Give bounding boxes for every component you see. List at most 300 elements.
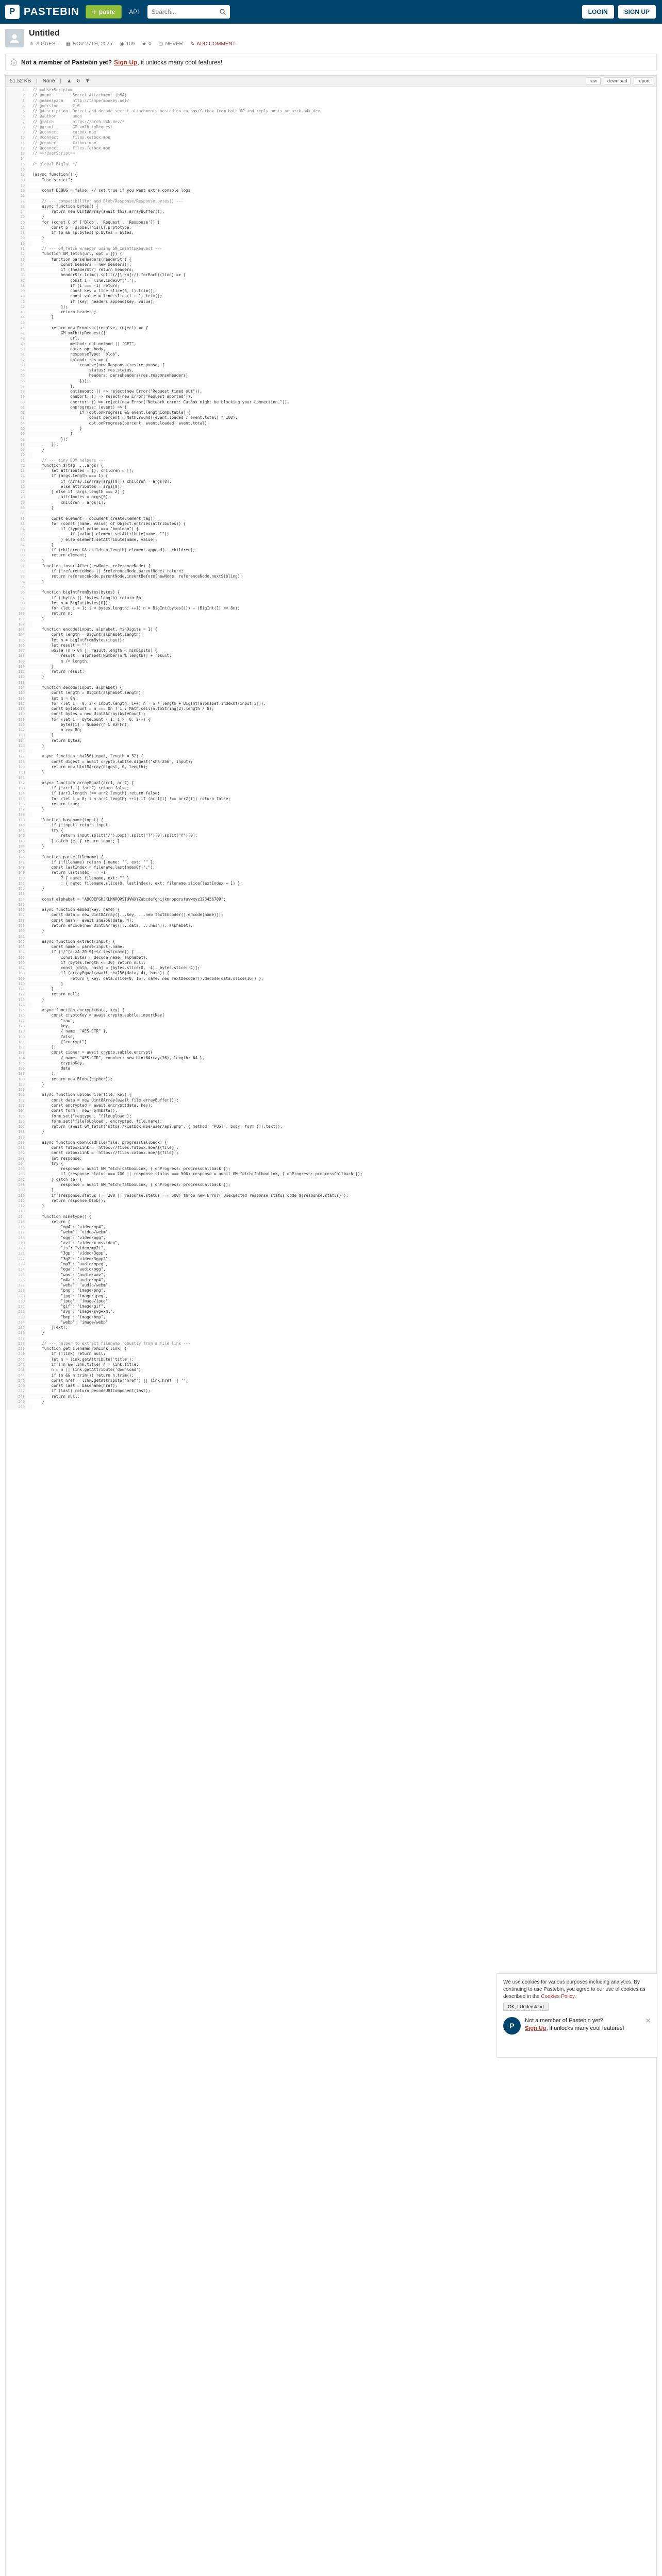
- line-number: 69: [6, 447, 28, 452]
- line-text: const last = basename(href);: [28, 1383, 118, 1388]
- code-line: [6, 294, 656, 299]
- line-number: 150: [6, 876, 28, 881]
- line-number: 76: [6, 484, 28, 489]
- line-text: }: [28, 1330, 44, 1335]
- search-icon[interactable]: [219, 8, 226, 15]
- code-line: [6, 1235, 656, 1241]
- code-line: [6, 1294, 656, 1299]
- code-line: [6, 992, 656, 997]
- code-line: [6, 489, 656, 495]
- promo-signup-link[interactable]: Sign Up: [525, 2025, 547, 2031]
- line-text: for (let i = 0; i < input.length; i++) n = n * length + BigInt(alphabet.indexOf(input[i]));: [32, 701, 266, 706]
- rating-meta: [142, 41, 152, 47]
- line-number: 183: [6, 1050, 28, 1055]
- line-text: return null;: [28, 1394, 79, 1399]
- line-text: headerStr.trim().split(/[\r\n]+/).forEach((line) => {: [28, 273, 186, 278]
- line-number: 196: [6, 1119, 28, 1124]
- code-line: [6, 664, 656, 669]
- code-line: [6, 934, 656, 939]
- expire-value: NEVER: [165, 41, 183, 47]
- code-line: [6, 1241, 656, 1246]
- line-text: "m4a": "audio/mp4",: [28, 1278, 106, 1283]
- line-text: [28, 680, 32, 685]
- code-line: [6, 796, 656, 802]
- code-line: [6, 1119, 656, 1124]
- line-text: false,: [28, 1035, 75, 1040]
- logo[interactable]: [5, 5, 79, 19]
- code-line: [6, 881, 656, 886]
- line-text: } catch (e) { return input; }: [32, 838, 120, 843]
- code-line: [6, 109, 656, 114]
- code-line: [6, 669, 656, 674]
- code-line: [6, 1341, 656, 1346]
- code-line: [6, 415, 656, 420]
- line-number: 125: [6, 743, 28, 749]
- line-number: 111: [6, 669, 28, 674]
- line-text: async function sha256(input, length = 32) {: [32, 754, 143, 759]
- code-line: [6, 262, 656, 267]
- code-line: [6, 188, 656, 193]
- close-icon[interactable]: ✕: [645, 2017, 651, 2024]
- line-text: }: [32, 1399, 44, 1404]
- line-text: [28, 749, 32, 754]
- line-text: [28, 320, 32, 326]
- syntax-label[interactable]: None: [42, 78, 55, 84]
- line-text: function bigIntFromBytes(bytes) {: [28, 590, 120, 595]
- code-line: [6, 1150, 656, 1156]
- code-line: [6, 1225, 656, 1230]
- code-line: [6, 495, 656, 500]
- code-line: [6, 1182, 656, 1188]
- code-line: [6, 310, 656, 315]
- line-number: 56: [6, 379, 28, 384]
- code-toolbar: [5, 75, 657, 87]
- code-line: [6, 759, 656, 765]
- code-line: [6, 151, 656, 156]
- line-text: if (bytes.length <= 36) return null;: [28, 960, 145, 965]
- code-line: [6, 1082, 656, 1087]
- line-number: 37: [6, 278, 28, 283]
- line-text: try {: [32, 828, 63, 833]
- toolbar-separator: |: [36, 78, 38, 84]
- code-line: [6, 114, 656, 119]
- code-line: [6, 320, 656, 326]
- line-text: [28, 241, 32, 246]
- line-number: 12: [6, 146, 28, 151]
- download-button[interactable]: download: [604, 77, 631, 84]
- code-line: [6, 659, 656, 664]
- signup-button[interactable]: SIGN UP: [618, 5, 656, 19]
- code-line: [6, 220, 656, 225]
- line-text: for (const [name, value] of Object.entries(attributes)) {: [32, 521, 186, 526]
- line-number: 57: [6, 384, 28, 389]
- code-line: [6, 1124, 656, 1129]
- line-text: return input.split("/").pop().split("?")[0].split("#")[0];: [28, 833, 197, 838]
- report-button[interactable]: report: [634, 77, 653, 84]
- line-text: response = await GM_fetch(fatboxLink, { onProgress: progressCallback });: [28, 1182, 230, 1188]
- line-number: 158: [6, 918, 28, 923]
- line-text: if (key) headers.append(key, value);: [32, 299, 155, 304]
- line-text: }: [32, 426, 82, 431]
- code-line: [6, 193, 656, 198]
- code-line: [6, 273, 656, 278]
- line-number: 174: [6, 1003, 28, 1008]
- line-number: 216: [6, 1225, 28, 1230]
- line-text: // @connect files.catbox.moe: [28, 135, 110, 140]
- line-text: /* global BigInt */: [32, 161, 77, 166]
- code-line: [6, 447, 656, 452]
- line-number: 250: [6, 1404, 28, 1410]
- line-text: function basename(input) {: [32, 817, 104, 822]
- code-line: [6, 1108, 656, 1113]
- line-number: 73: [6, 468, 28, 473]
- login-button[interactable]: LOGIN: [582, 5, 614, 19]
- line-text: }: [32, 1081, 44, 1087]
- code-line: [6, 585, 656, 590]
- line-text: // ==UserScript==: [32, 88, 73, 92]
- line-text: "ts": "video/mp2t",: [28, 1246, 106, 1251]
- cookie-ok-button[interactable]: OK, I Understand: [503, 2003, 549, 2011]
- line-text: });: [28, 304, 68, 310]
- line-text: if (!n && link.title) n = link.title;: [28, 1362, 139, 1367]
- clock-icon: ◷: [158, 41, 163, 47]
- line-number: 94: [6, 580, 28, 585]
- line-text: [28, 902, 32, 907]
- line-text: if (!referenceNode || !referenceNode.parentNode) return;: [28, 569, 184, 574]
- code-line: [6, 1103, 656, 1108]
- line-number: 209: [6, 1188, 28, 1193]
- line-text: const cryptoKey = await crypto.subtle.importKey(: [28, 1013, 164, 1018]
- line-text: ["encrypt"]: [32, 1039, 87, 1044]
- line-text: function parseHeaders(headerStr) {: [32, 257, 132, 262]
- code-line: [6, 802, 656, 807]
- banner-signup-link[interactable]: Sign Up: [114, 59, 138, 66]
- line-number: 163: [6, 944, 28, 950]
- line-text: attributes = args[0];: [28, 495, 110, 500]
- line-text: // --- helper to extract filename robustly from a file link ---: [28, 1341, 190, 1346]
- line-number: 88: [6, 548, 28, 553]
- code-line: [6, 199, 656, 204]
- line-text: return true;: [28, 802, 79, 807]
- line-number: 82: [6, 516, 28, 521]
- line-number: 78: [6, 495, 28, 500]
- line-text: opt.onProgress(percent, event.loaded, event.total);: [28, 421, 209, 426]
- code-line: [6, 342, 656, 347]
- code-line: [6, 553, 656, 558]
- code-line: [6, 1219, 656, 1225]
- code-line: [6, 104, 656, 109]
- code-line: [6, 1071, 656, 1076]
- line-number: 32: [6, 251, 28, 257]
- code-line: [6, 384, 656, 389]
- line-number: 44: [6, 315, 28, 320]
- code-line: [6, 505, 656, 511]
- promo-rest: , it unlocks many cool features!: [546, 2025, 624, 2031]
- line-text: function getFilenameFromLink(link) {: [32, 1346, 127, 1351]
- line-number: 190: [6, 1087, 28, 1092]
- line-number: 41: [6, 299, 28, 304]
- line-number: 115: [6, 690, 28, 696]
- line-text: [28, 812, 32, 817]
- line-text: "webm": "video/webm",: [32, 1230, 110, 1235]
- line-number: 28: [6, 230, 28, 235]
- code-line: [6, 267, 656, 273]
- line-text: if (i === -1) return;: [28, 283, 120, 289]
- line-number: 54: [6, 368, 28, 373]
- line-text: [28, 1087, 32, 1092]
- line-number: 246: [6, 1383, 28, 1388]
- code-line: [6, 749, 656, 754]
- code-line: [6, 1066, 656, 1071]
- line-text: function GM_fetch(url, opt = {}) {: [28, 251, 122, 257]
- line-text: } catch (e) {: [32, 1177, 82, 1182]
- line-text: "ogg": "video/ogg",: [28, 1235, 106, 1241]
- line-text: ontimeout: () => reject(new Error("Request timed out")),: [28, 389, 202, 394]
- line-text: return {: [32, 1219, 71, 1224]
- line-text: children = args[1];: [32, 500, 106, 505]
- line-number: 11: [6, 141, 28, 146]
- line-text: const cipher = await crypto.subtle.encrypt(: [32, 1050, 153, 1055]
- code-line: [6, 1172, 656, 1177]
- line-number: 153: [6, 891, 28, 896]
- line-text: method: opt.method || "GET",: [32, 341, 137, 346]
- line-text: return bytes;: [28, 738, 82, 743]
- raw-button[interactable]: raw: [586, 77, 601, 84]
- code-line: [6, 400, 656, 405]
- code-line: [6, 479, 656, 484]
- line-text: if (children && children.length) element.append(...children);: [28, 548, 195, 553]
- code-line: [6, 225, 656, 230]
- line-text: [28, 1003, 32, 1008]
- code-line: [6, 1246, 656, 1251]
- line-text: { name: "AES-CTR", counter: new Uint8Array(16), length: 64 },: [28, 1056, 205, 1061]
- line-number: 215: [6, 1219, 28, 1225]
- line-number: 108: [6, 653, 28, 658]
- line-text: }: [28, 1204, 44, 1209]
- code-line: [6, 987, 656, 992]
- line-text: let attributes = {}, children = [];: [32, 468, 134, 473]
- code-line: [6, 606, 656, 611]
- code-line: [6, 1166, 656, 1172]
- code-line: [6, 965, 656, 971]
- line-number: 146: [6, 855, 28, 860]
- line-number: 212: [6, 1204, 28, 1209]
- code-line: [6, 1320, 656, 1325]
- line-text: "raw",: [32, 1018, 75, 1023]
- line-number: 219: [6, 1241, 28, 1246]
- line-text: "weba": "audio/webm",: [32, 1283, 110, 1288]
- code-line: [6, 743, 656, 749]
- line-number: 66: [6, 431, 28, 436]
- search-box: [139, 5, 230, 19]
- line-text: data: [28, 1066, 70, 1071]
- code-line: [6, 643, 656, 648]
- line-text: return null;: [28, 992, 79, 997]
- paste-info: [5, 29, 236, 49]
- line-number: 180: [6, 1035, 28, 1040]
- line-number: 176: [6, 1013, 28, 1018]
- line-number: 31: [6, 246, 28, 251]
- line-number: 151: [6, 881, 28, 886]
- line-text: return referenceNode.parentNode.insertBefore(newNode, referenceNode.nextSibling);: [32, 574, 242, 579]
- line-text: [28, 167, 32, 172]
- code-line: [6, 897, 656, 902]
- line-text: if (opt.onProgress && event.lengthComputable) {: [28, 410, 190, 415]
- line-number: 127: [6, 754, 28, 759]
- line-number: 177: [6, 1019, 28, 1024]
- code-line: [6, 696, 656, 701]
- line-number: 6: [6, 114, 28, 119]
- api-link[interactable]: API: [129, 8, 139, 15]
- code-line: [6, 1040, 656, 1045]
- line-text: if (!headerStr) return headers;: [32, 267, 134, 273]
- line-number: 184: [6, 1056, 28, 1061]
- line-text: const alphabet = "ABCDEFGHJKLMNPQRSTUVWXYZabcdefghijkmnopqrstuvwxyz123456789";: [28, 897, 226, 902]
- line-number: 169: [6, 976, 28, 981]
- line-text: n /= length;: [32, 658, 89, 664]
- thumbs-up-icon[interactable]: ▲: [67, 78, 72, 84]
- line-text: function decode(input, alphabet) {: [28, 685, 122, 690]
- search-input[interactable]: [147, 5, 230, 19]
- user-icon: [9, 32, 20, 44]
- code-line: [6, 717, 656, 722]
- code-line: [6, 1061, 656, 1066]
- line-text: form.set("reqtype", "fileupload");: [32, 1113, 132, 1118]
- code-line: [6, 648, 656, 653]
- code-line: [6, 781, 656, 786]
- line-text: if (!arr1 || !arr2) return false;: [32, 786, 129, 791]
- cookie-policy-link[interactable]: Cookies Policy: [541, 1994, 575, 1999]
- line-text: const fatboxLink = `https://files.fatbox.moe/${file}`;: [32, 1145, 179, 1150]
- line-number: 13: [6, 151, 28, 156]
- line-text: const name = parse(input).name;: [32, 944, 125, 950]
- line-number: 187: [6, 1071, 28, 1076]
- line-number: 240: [6, 1351, 28, 1357]
- member-banner: [5, 54, 657, 71]
- line-number: 70: [6, 452, 28, 457]
- line-text: cryptoKey,: [32, 1060, 85, 1065]
- code-line: [6, 1267, 656, 1272]
- author-name: A GUEST: [36, 41, 59, 47]
- line-number: 194: [6, 1108, 28, 1113]
- line-text: "mp3": "audio/mpeg",: [32, 1261, 108, 1266]
- line-text: if (arr1.length !== arr2.length) return false;: [28, 791, 160, 796]
- line-text: function parse(filename) {: [28, 855, 103, 860]
- line-number: 102: [6, 622, 28, 627]
- code-line: [6, 516, 656, 521]
- line-number: 208: [6, 1182, 28, 1188]
- add-comment-link[interactable]: [190, 41, 236, 47]
- code-line: [6, 738, 656, 743]
- thumbs-down-icon[interactable]: ▼: [85, 78, 90, 84]
- code-line: [6, 315, 656, 320]
- code-line: [6, 331, 656, 336]
- code-line: [6, 1204, 656, 1209]
- code-line: [6, 289, 656, 294]
- line-number: 4: [6, 104, 28, 109]
- code-line: [6, 379, 656, 384]
- line-number: 19: [6, 183, 28, 188]
- code-line: [6, 1257, 656, 1262]
- line-text: },: [32, 383, 75, 388]
- line-number: 120: [6, 717, 28, 722]
- code-line: [6, 1362, 656, 1367]
- line-text: return new Blob([cipher]);: [28, 1077, 112, 1082]
- line-number: 230: [6, 1299, 28, 1304]
- line-text: if (response.status === 200 || response.status === 500) response = await GM_fetch(fatboxLink, { onProgress: progressCallback });: [28, 1172, 362, 1177]
- line-text: return headers;: [32, 310, 96, 315]
- line-number: 195: [6, 1114, 28, 1119]
- line-number: 21: [6, 193, 28, 198]
- line-number: 221: [6, 1251, 28, 1256]
- code-line: [6, 204, 656, 209]
- code-line: [6, 1056, 656, 1061]
- code-line: [6, 1035, 656, 1040]
- code-line: [6, 394, 656, 399]
- rating-value: 0: [148, 41, 152, 47]
- line-text: }: [28, 886, 44, 891]
- new-paste-button[interactable]: [86, 5, 122, 19]
- line-number: 97: [6, 596, 28, 601]
- toolbar-separator-2: |: [60, 78, 62, 84]
- promo-text: Not a member of Pastebin yet?: [525, 2018, 603, 2024]
- line-text: const value = line.slice(i + 1).trim();: [28, 294, 162, 299]
- line-text: );: [28, 1045, 56, 1050]
- code-line: [6, 88, 656, 93]
- code-line: [6, 543, 656, 548]
- code-line: [6, 1045, 656, 1050]
- line-number: 225: [6, 1273, 28, 1278]
- code-line: [6, 902, 656, 907]
- code-line: [6, 1140, 656, 1145]
- code-line: [6, 1214, 656, 1219]
- line-number: 121: [6, 722, 28, 727]
- line-text: if (n && n.trim()) return n.trim();: [28, 1373, 134, 1378]
- line-number: 245: [6, 1378, 28, 1383]
- line-number: 25: [6, 214, 28, 219]
- line-number: 27: [6, 225, 28, 230]
- line-text: // @description Detect and decode secret attachments hosted on catbox/fatbox from both OP and reply posts on arch.b4k.dev: [32, 109, 320, 114]
- line-number: 53: [6, 363, 28, 368]
- code-line: [6, 162, 656, 167]
- line-number: 218: [6, 1235, 28, 1241]
- line-number: 118: [6, 706, 28, 711]
- line-number: 238: [6, 1341, 28, 1346]
- calendar-icon: ▦: [65, 41, 71, 47]
- code-line: [6, 442, 656, 447]
- code-line: [6, 410, 656, 415]
- line-text: { name: "AES-CTR" },: [32, 1029, 108, 1034]
- line-number: 26: [6, 220, 28, 225]
- new-paste-label: paste: [98, 8, 115, 15]
- code-line: [6, 791, 656, 796]
- line-number: 144: [6, 844, 28, 849]
- line-number: 36: [6, 273, 28, 278]
- line-text: // @name Secret Attachment (b64): [28, 93, 127, 98]
- line-number: 75: [6, 479, 28, 484]
- line-number: 132: [6, 781, 28, 786]
- line-number: 107: [6, 648, 28, 653]
- user-small-icon: ☺: [29, 41, 35, 47]
- code-line: [6, 944, 656, 950]
- line-text: const percent = Math.round((event.loaded / event.total) * 100);: [32, 415, 238, 420]
- line-number: 217: [6, 1230, 28, 1235]
- top-bar: [0, 0, 662, 24]
- line-number: 85: [6, 532, 28, 537]
- line-number: 61: [6, 405, 28, 410]
- line-number: 33: [6, 257, 28, 262]
- line-text: if (!input) return input;: [28, 823, 110, 828]
